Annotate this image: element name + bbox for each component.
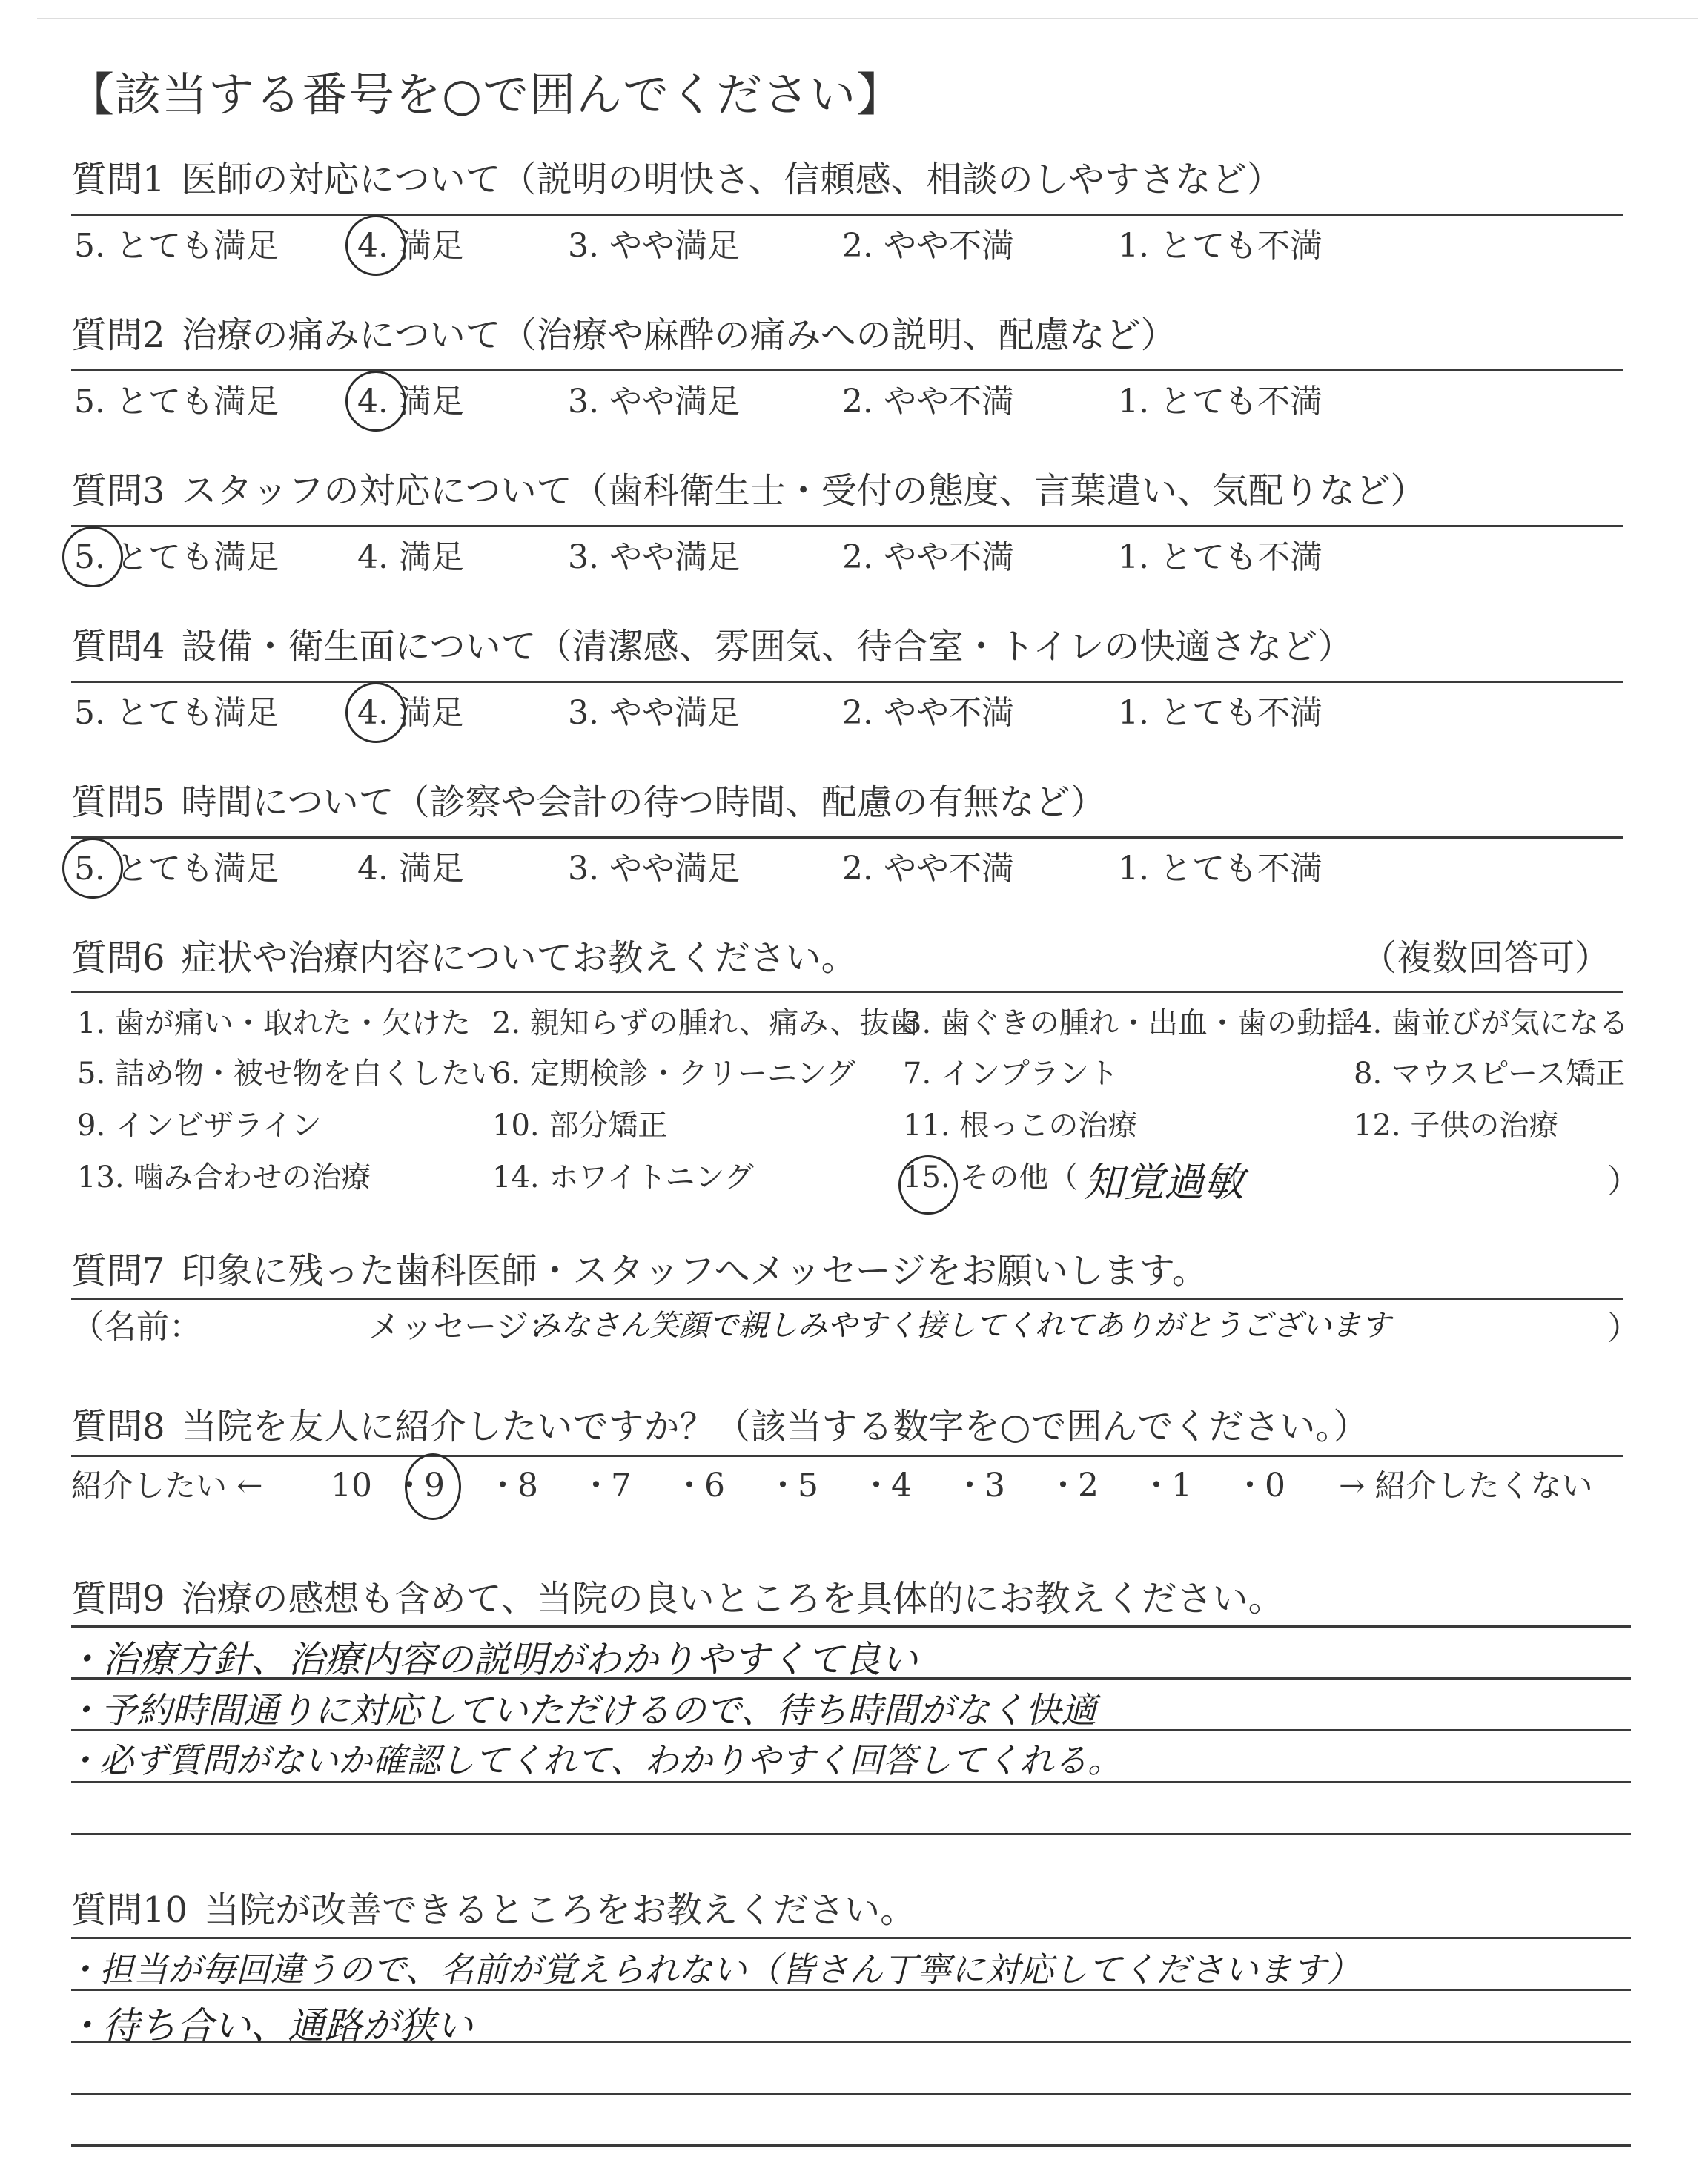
scale-right-label: → 紹介したくない	[1339, 1467, 1593, 1504]
rating-option[interactable]: 2. やや不満	[842, 227, 1014, 265]
symptom-option[interactable]: 1. 歯が痛い・取れた・欠けた	[77, 1006, 471, 1040]
scale-separator: ・	[767, 1467, 799, 1505]
scale-separator: ・	[860, 1467, 893, 1505]
symptom-option[interactable]: 6. 定期検診・クリーニング	[492, 1057, 856, 1091]
question-9	[71, 1576, 1284, 1621]
question-7-rule	[71, 1298, 1623, 1300]
scale-separator: ・	[1234, 1467, 1266, 1505]
symptom-option[interactable]: 3. 歯ぐきの腫れ・出血・歯の動揺	[903, 1006, 1356, 1040]
symptom-option[interactable]: 9. インビザライン	[77, 1109, 322, 1143]
question-text: スタッフの対応について（歯科衛生士・受付の態度、言葉遣い、気配りなど）	[181, 470, 1426, 512]
scale-separator: ・	[1140, 1467, 1173, 1505]
rating-option[interactable]: 2. やや不満	[842, 850, 1014, 888]
scale-separator: ・	[673, 1467, 706, 1505]
rating-option[interactable]: 2. やや不満	[842, 538, 1014, 576]
scale-separator: ・	[580, 1467, 612, 1505]
rating-option[interactable]: 4. 満足	[357, 227, 464, 265]
rating-option[interactable]: 2. やや不満	[842, 383, 1014, 420]
writing-line	[71, 1625, 1631, 1628]
selected-answer-circle[interactable]	[62, 838, 123, 899]
scale-separator: ・	[486, 1467, 519, 1505]
symptom-option[interactable]: 4. 歯並びが気になる	[1354, 1006, 1629, 1040]
question-text: 当院が改善できるところをお教えください。	[204, 1889, 916, 1931]
rating-option[interactable]: 1. とても不満	[1118, 850, 1323, 888]
q9-answer-line: ・必ず質問がないか確認してくれて、わかりやすく回答してくれる。	[65, 1740, 1122, 1780]
symptom-option[interactable]: 8. マウスピース矯正	[1354, 1057, 1626, 1091]
message-label: メッセージ：	[368, 1308, 562, 1346]
name-label: （名前：	[71, 1308, 202, 1346]
question-number: 質問7	[71, 1250, 165, 1292]
question-text: 印象に残った歯科医師・スタッフへメッセージをお願いします。	[181, 1250, 1208, 1292]
symptom-option[interactable]: 10. 部分矯正	[492, 1109, 668, 1143]
question-3	[71, 469, 1426, 513]
question-number: 質問6	[71, 937, 165, 979]
question-6-rule	[71, 991, 1623, 993]
question-4	[71, 624, 1353, 669]
symptom-option[interactable]: 14. ホワイトニング	[492, 1160, 754, 1195]
question-number: 質問5	[71, 782, 165, 823]
question-text: 治療の感想も含めて、当院の良いところを具体的にお教えください。	[181, 1578, 1284, 1619]
question-rule	[71, 681, 1623, 683]
top-border	[37, 18, 1698, 19]
rating-option[interactable]: 5. とても満足	[74, 227, 279, 265]
question-rule	[71, 836, 1623, 839]
selected-answer-circle[interactable]	[345, 371, 406, 432]
question-rule	[71, 525, 1623, 527]
scale-number[interactable]: 10	[331, 1467, 372, 1505]
rating-option[interactable]: 3. やや満足	[568, 850, 740, 888]
question-number: 質問2	[71, 314, 165, 356]
question-7	[71, 1249, 1208, 1293]
question-text: 設備・衛生面について（清潔感、雰囲気、待合室・トイレの快適さなど）	[181, 626, 1354, 667]
rating-option[interactable]: 5. とても満足	[74, 694, 279, 732]
other-handwritten-text: 知覚過敏	[1084, 1159, 1244, 1206]
rating-option[interactable]: 4. 満足	[357, 694, 464, 732]
rating-option[interactable]: 5. とても満足	[74, 383, 279, 420]
writing-line	[71, 1833, 1631, 1835]
symptom-option[interactable]: 11. 根っこの治療	[903, 1109, 1138, 1143]
question-10	[71, 1888, 916, 1932]
question-8-rule	[71, 1455, 1623, 1457]
question-number: 質問9	[71, 1578, 165, 1619]
scale-number[interactable]: 5	[798, 1467, 818, 1505]
scale-number[interactable]: 0	[1265, 1467, 1285, 1505]
symptom-option[interactable]: 13. 噛み合わせの治療	[77, 1160, 371, 1195]
rating-option[interactable]: 2. やや不満	[842, 694, 1014, 732]
scale-number[interactable]: 3	[984, 1467, 1005, 1505]
writing-line	[71, 2144, 1631, 2147]
question-8	[71, 1404, 1368, 1449]
rating-option[interactable]: 3. やや満足	[568, 227, 740, 265]
selected-answer-circle[interactable]	[62, 526, 123, 587]
q9-answer-line: ・治療方針、治療内容の説明がわかりやすくて良い	[65, 1638, 918, 1681]
symptom-option[interactable]: 12. 子供の治療	[1354, 1109, 1559, 1143]
rating-option[interactable]: 3. やや満足	[568, 538, 740, 576]
question-text: 当院を友人に紹介したいですか？（該当する数字を○で囲んでください。）	[181, 1406, 1369, 1447]
rating-option[interactable]: 3. やや満足	[568, 383, 740, 420]
selected-scale-circle[interactable]	[405, 1453, 461, 1520]
rating-option[interactable]: 5. とても満足	[74, 850, 279, 888]
scale-separator: ・	[393, 1467, 426, 1505]
question-number: 質問8	[71, 1406, 165, 1447]
question-rule	[71, 214, 1623, 216]
rating-option[interactable]: 1. とても不満	[1118, 538, 1323, 576]
question-5	[71, 780, 1106, 825]
rating-option[interactable]: 4. 満足	[357, 383, 464, 420]
rating-option[interactable]: 1. とても不満	[1118, 227, 1323, 265]
other-close-paren: ）	[1607, 1163, 1640, 1200]
scale-number[interactable]: 9	[424, 1467, 445, 1505]
scale-number[interactable]: 7	[611, 1467, 632, 1505]
symptom-option[interactable]: 2. 親知らずの腫れ、痛み、抜歯	[492, 1006, 919, 1040]
question-rule	[71, 369, 1623, 371]
writing-line	[71, 2093, 1631, 2095]
question-text: 時間について（診察や会計の待つ時間、配慮の有無など）	[181, 782, 1106, 823]
symptom-option[interactable]: 5. 詰め物・被せ物を白くしたい	[77, 1057, 500, 1091]
scale-number[interactable]: 8	[517, 1467, 538, 1505]
scale-left-label: 紹介したい ←	[71, 1467, 263, 1504]
writing-line	[71, 1937, 1631, 1939]
message-close-paren: ）	[1607, 1309, 1640, 1347]
rating-option[interactable]: 1. とても不満	[1118, 694, 1323, 732]
scale-number[interactable]: 2	[1078, 1467, 1099, 1505]
scale-separator: ・	[1047, 1467, 1079, 1505]
symptom-option[interactable]: 7. インプラント	[903, 1057, 1119, 1091]
q10-answer-line: ・待ち合い、通路が狭い	[65, 2004, 473, 2047]
symptom-option[interactable]: 15. その他（	[903, 1160, 1079, 1195]
question-6	[71, 936, 857, 980]
question-number: 質問1	[71, 159, 165, 200]
question-number: 質問3	[71, 470, 165, 512]
rating-option[interactable]: 4. 満足	[357, 538, 464, 576]
rating-option[interactable]: 1. とても不満	[1118, 383, 1323, 420]
scale-number[interactable]: 6	[704, 1467, 725, 1505]
scale-separator: ・	[953, 1467, 986, 1505]
q10-answer-line: ・担当が毎回違うので、名前が覚えられない（皆さん丁寧に対応してくださいます）	[65, 1949, 1361, 1989]
question-text: 治療の痛みについて（治療や麻酔の痛みへの説明、配慮など）	[181, 314, 1176, 356]
rating-option[interactable]: 4. 満足	[357, 850, 464, 888]
scale-number[interactable]: 1	[1171, 1467, 1192, 1505]
selected-option-circle[interactable]	[898, 1155, 958, 1215]
selected-answer-circle[interactable]	[345, 682, 406, 743]
selected-answer-circle[interactable]	[345, 215, 406, 276]
rating-option[interactable]: 5. とても満足	[74, 538, 279, 576]
q9-answer-line: ・予約時間通りに対応していただけるので、待ち時間がなく快適	[65, 1690, 1097, 1731]
multiple-answer-note: （複数回答可）	[1361, 937, 1611, 979]
page-heading: 【該当する番号を○で囲んでください】	[68, 67, 904, 122]
question-number: 質問10	[71, 1889, 188, 1931]
question-1	[71, 157, 1282, 202]
message-handwritten: みなさん笑顔で親しみやすく接してくれてありがとうございます	[531, 1309, 1391, 1343]
scale-number[interactable]: 4	[891, 1467, 912, 1505]
rating-option[interactable]: 3. やや満足	[568, 694, 740, 732]
question-text: 医師の対応について（説明の明快さ、信頼感、相談のしやすさなど）	[181, 159, 1282, 200]
question-2	[71, 313, 1176, 357]
question-text: 症状や治療内容についてお教えください。	[181, 937, 857, 979]
question-number: 質問4	[71, 626, 165, 667]
